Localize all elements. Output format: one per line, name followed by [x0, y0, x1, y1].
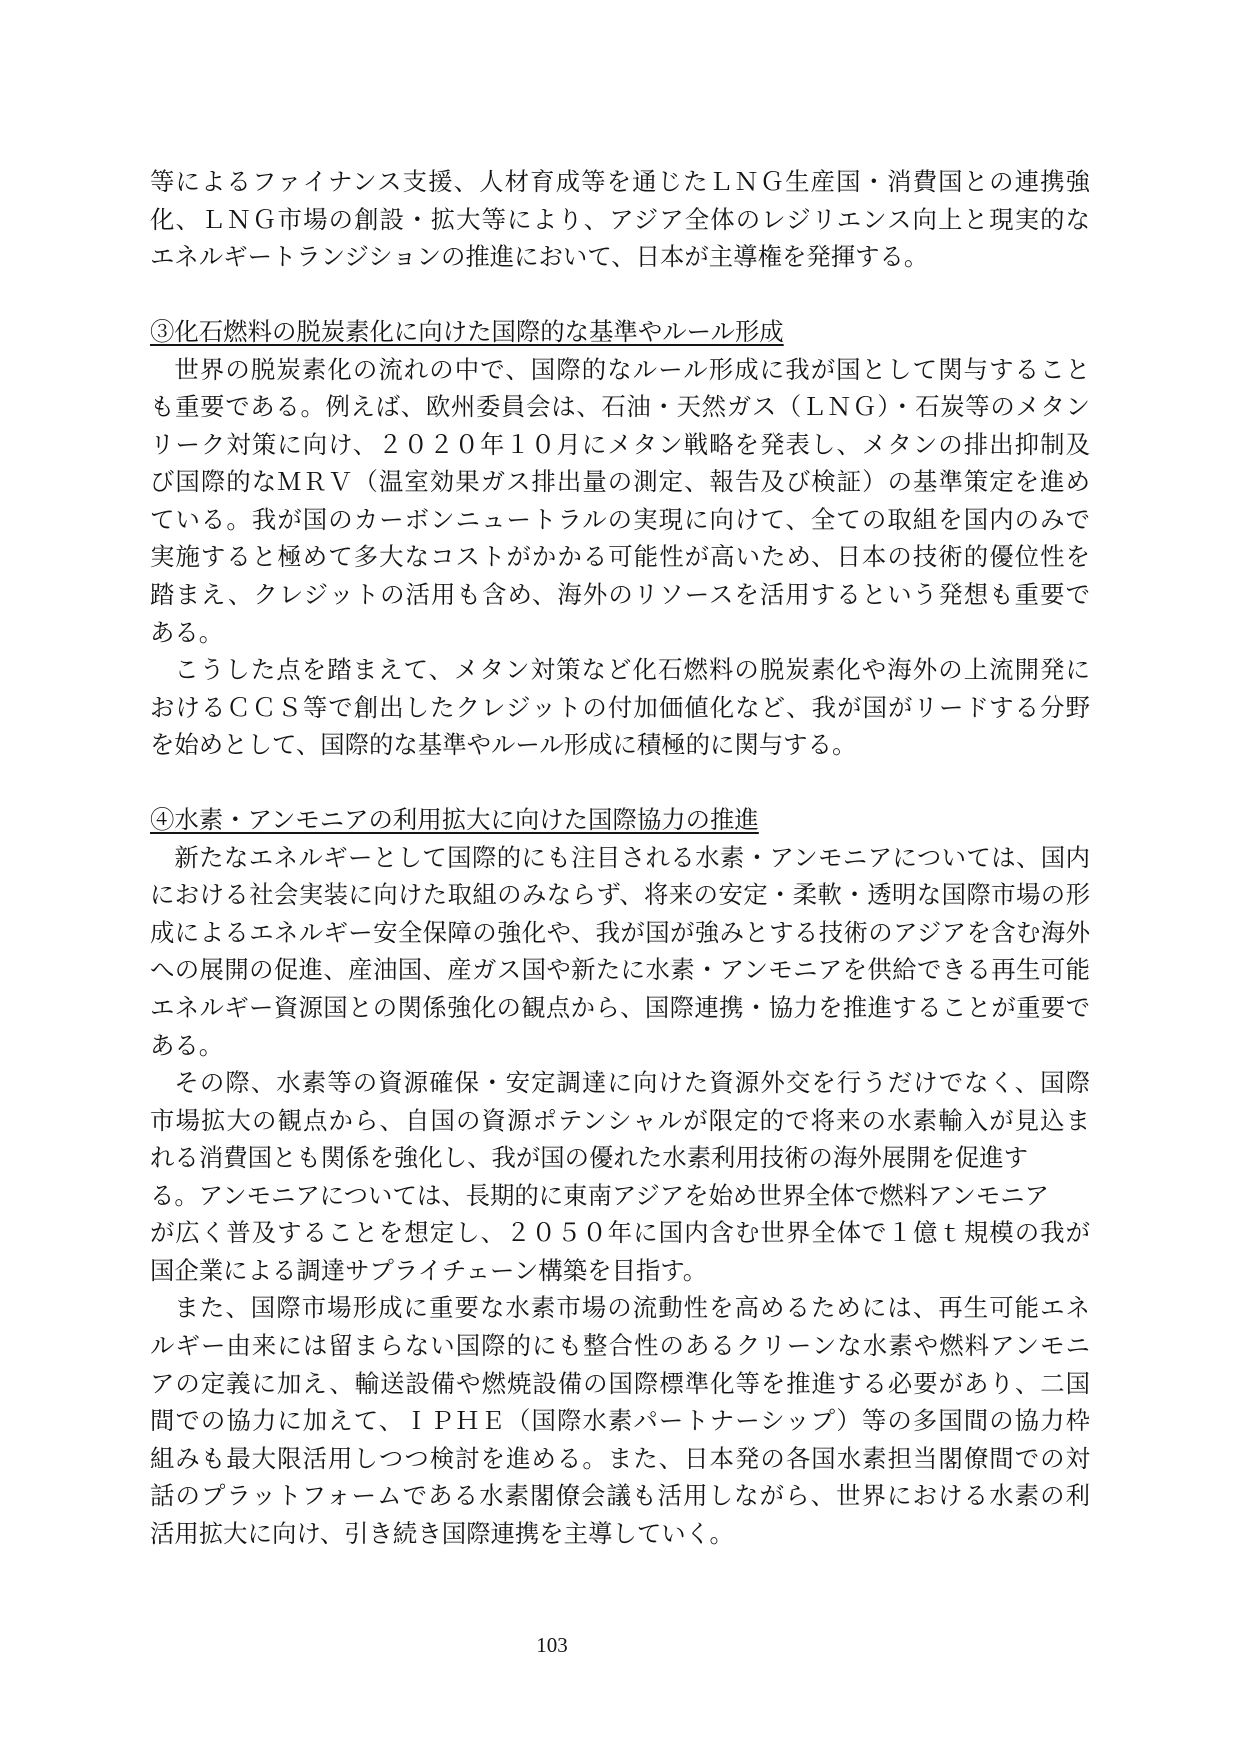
section-heading	[150, 313, 1090, 351]
text-line: ルギー由来には留まらない国際的にも整合性のあるクリーンな水素や燃料アンモニ	[150, 1330, 1090, 1360]
text-line: 間での協力に加えて、ＩＰＨＥ（国際水素パートナーシップ）等の多国間の協力枠	[150, 1406, 1090, 1436]
text-line: を始めとして、国際的な基準やルール形成に積極的に関与する。	[150, 730, 857, 760]
text-line: る。アンモニアについては、長期的に東南アジアを始め世界全体で燃料アンモニア	[150, 1180, 1050, 1210]
text-line: 市場拡大の観点から、自国の資源ポテンシャルが限定的で将来の水素輸入が見込ま	[150, 1105, 1090, 1135]
section-3	[150, 313, 1090, 764]
paragraph	[150, 1064, 1090, 1289]
paragraph	[150, 1289, 1090, 1552]
text-line: エネルギー資源国との関係強化の観点から、国際連携・協力を推進することが重要で	[150, 993, 1090, 1023]
text-line: こうした点を踏まえて、メタン対策など化石燃料の脱炭素化や海外の上流開発に	[174, 655, 1090, 685]
text-line: ある。	[150, 1030, 224, 1060]
text-line: ている。我が国のカーボンニュートラルの実現に向けて、全ての取組を国内のみで	[150, 504, 1090, 534]
text-line: また、国際市場形成に重要な水素市場の流動性を高めるためには、再生可能エネ	[174, 1293, 1090, 1323]
text-line: リーク対策に向け、２０２０年１０月にメタン戦略を発表し、メタンの排出抑制及	[150, 429, 1090, 459]
text-line: 世界の脱炭素化の流れの中で、国際的なルール形成に我が国として関与すること	[174, 354, 1090, 384]
document-body	[150, 163, 1090, 1552]
section-heading-text: ③化石燃料の脱炭素化に向けた国際的な基準やルール形成	[150, 317, 784, 347]
paragraph	[150, 651, 1090, 764]
section-4	[150, 801, 1090, 1552]
text-line: 成によるエネルギー安全保障の強化や、我が国が強みとする技術のアジアを含む海外	[150, 917, 1090, 947]
text-line: も重要である。例えば、欧州委員会は、石油・天然ガス（ＬＮＧ）・石炭等のメタン	[150, 392, 1090, 422]
section-heading	[150, 801, 1090, 839]
section-heading-text: ④水素・アンモニアの利用拡大に向けた国際協力の推進	[150, 805, 759, 835]
text-line: への展開の促進、産油国、産ガス国や新たに水素・アンモニアを供給できる再生可能	[150, 955, 1090, 985]
text-line: アの定義に加え、輸送設備や燃焼設備の国際標準化等を推進する必要があり、二国	[150, 1368, 1090, 1398]
paragraph	[150, 839, 1090, 1064]
text-line: 等によるファイナンス支援、人材育成等を通じたＬＮＧ生産国・消費国との連携強	[150, 167, 1090, 196]
paragraph-intro	[150, 163, 1090, 276]
paragraph-gap	[150, 276, 1090, 314]
text-line: 化、ＬＮＧ市場の創設・拡大等により、アジア全体のレジリエンス向上と現実的な	[150, 204, 1090, 234]
text-line: れる消費国とも関係を強化し、我が国の優れた水素利用技術の海外展開を促進す	[150, 1143, 1029, 1173]
paragraph	[150, 351, 1090, 651]
text-line: 話のプラットフォームである水素閣僚会議も活用しながら、世界における水素の利	[150, 1481, 1090, 1511]
text-line: 国企業による調達サプライチェーン構築を目指す。	[150, 1255, 708, 1285]
text-line: が広く普及することを想定し、２０５０年に国内含む世界全体で１億ｔ規模の我が	[150, 1218, 1090, 1248]
text-line: 実施すると極めて多大なコストがかかる可能性が高いため、日本の技術的優位性を	[150, 542, 1090, 572]
page-number: 103	[536, 1633, 568, 1657]
text-line: 組みも最大限活用しつつ検討を進める。また、日本発の各国水素担当閣僚間での対	[150, 1443, 1090, 1473]
text-line: 活用拡大に向け、引き続き国際連携を主導していく。	[150, 1518, 734, 1548]
paragraph-gap	[150, 764, 1090, 802]
text-line: び国際的なＭＲＶ（温室効果ガス排出量の測定、報告及び検証）の基準策定を進め	[150, 467, 1090, 497]
text-line: 新たなエネルギーとして国際的にも注目される水素・アンモニアについては、国内	[174, 842, 1090, 872]
text-line: おけるＣＣＳ等で創出したクレジットの付加価値化など、我が国がリードする分野	[150, 692, 1090, 722]
text-line: その際、水素等の資源確保・安定調達に向けた資源外交を行うだけでなく、国際	[174, 1068, 1090, 1098]
text-line: 踏まえ、クレジットの活用も含め、海外のリソースを活用するという発想も重要で	[150, 580, 1090, 610]
text-line: エネルギートランジションの推進において、日本が主導権を発揮する。	[150, 242, 929, 272]
text-line: における社会実装に向けた取組のみならず、将来の安定・柔軟・透明な国際市場の形	[150, 880, 1090, 910]
text-line: ある。	[150, 617, 224, 647]
